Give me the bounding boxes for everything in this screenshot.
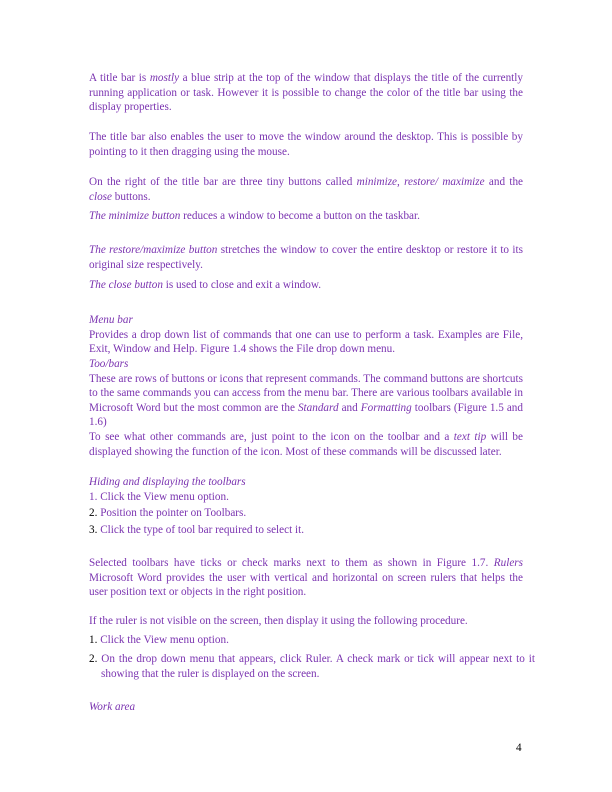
text: is used to close and exit a window. xyxy=(162,279,322,291)
paragraph-close-button xyxy=(89,278,523,293)
list-item xyxy=(89,490,523,505)
section-toolbars xyxy=(89,357,523,430)
paragraph-minimize-button xyxy=(89,209,523,224)
list-text: Click the View menu option. xyxy=(97,490,229,503)
text: toolbars (Figure 1.5 and 1.6) xyxy=(89,401,523,429)
list-text: Click the View menu option. xyxy=(97,634,229,646)
paragraph-text-tip xyxy=(89,430,523,459)
section-heading: Hiding and displaying the toolbars xyxy=(89,476,246,488)
list-item xyxy=(89,633,523,648)
text: will be displayed showing the function of the icon. Most of these commands will be discussed later. xyxy=(89,431,523,458)
paragraph-restore-button xyxy=(89,243,523,272)
section-menu-bar xyxy=(89,313,523,357)
text: and the xyxy=(484,176,524,188)
emphasis: The restore/maximize button xyxy=(89,244,218,256)
emphasis: The minimize button xyxy=(89,210,181,222)
section-heading: Too/bars xyxy=(89,358,129,370)
emphasis: Rulers xyxy=(493,557,523,569)
list-number: 2. xyxy=(89,507,98,519)
text: and xyxy=(338,401,361,414)
text: Provides a drop down list of commands that one can use to perform a task. Examples are File, Exit, Window and Help. Figure 1.4 shows the File drop down menu. xyxy=(89,328,523,356)
text: On the right of the title bar are three tiny buttons called xyxy=(89,176,357,188)
text: a blue strip at the top of the window that displays the title of the currently running application or task. However it is possible to change the color of the title bar using the display properties. xyxy=(89,72,523,114)
text: reduces a window to become a button on the taskbar. xyxy=(180,210,420,222)
paragraph-title-bar-buttons xyxy=(89,175,523,204)
text: To see what other commands are, just point to the icon on the toolbar and a xyxy=(89,431,454,443)
text: stretches the window to cover the entire desktop or restore it to its original size respectively. xyxy=(89,244,523,271)
list-text: Position the pointer on Toolbars. xyxy=(97,507,247,519)
list-number: 1. xyxy=(89,490,98,503)
list-number: 3. xyxy=(89,524,98,536)
paragraph-ruler-procedure: If the ruler is not visible on the screen, then display it using the following procedure. xyxy=(89,615,468,627)
emphasis: The close button xyxy=(89,279,163,291)
text: buttons. xyxy=(112,190,151,203)
paragraph-rulers xyxy=(89,556,523,600)
list-text: Click the type of tool bar required to select it. xyxy=(97,524,304,536)
list-item xyxy=(89,523,523,538)
section-heading-work-area xyxy=(89,700,523,715)
list-number: 2. xyxy=(89,653,98,665)
text: These are rows of buttons or icons that represent commands. The command buttons are shortcuts to the same commands you can access from the menu bar. There are various toolbars available in Microsoft Word but the most common are the xyxy=(89,372,523,414)
section-hiding-toolbars xyxy=(89,475,523,504)
emphasis: minimize, restore/ maximize xyxy=(356,176,485,188)
emphasis: Formatting xyxy=(360,401,412,414)
emphasis: mostly xyxy=(149,72,180,84)
list-item xyxy=(89,506,523,521)
list-text: On the drop down menu that appears, click Ruler. A check mark or tick will appear next to it showing that the ruler is displayed on the screen. xyxy=(97,653,535,680)
list-item xyxy=(89,652,535,681)
section-heading: Menu bar xyxy=(89,314,133,326)
emphasis: Standard xyxy=(297,401,339,414)
section-heading: Work area xyxy=(89,701,136,713)
emphasis: close xyxy=(89,190,112,203)
text: Microsoft Word provides the user with vertical and horizontal on screen rulers that helps the user position text or objects in the right position. xyxy=(89,571,523,599)
page-number: 4 xyxy=(516,742,522,754)
text: Selected toolbars have ticks or check marks next to them as shown in Figure 1.7. xyxy=(89,557,494,569)
paragraph-title-bar-move: The title bar also enables the user to move the window around the desktop. This is possible by pointing to it then dragging using the mouse. xyxy=(89,131,523,158)
list-number: 1. xyxy=(89,634,98,646)
text: A title bar is xyxy=(89,72,150,84)
paragraph-title-bar-color xyxy=(89,71,523,115)
emphasis: text tip xyxy=(453,431,487,443)
